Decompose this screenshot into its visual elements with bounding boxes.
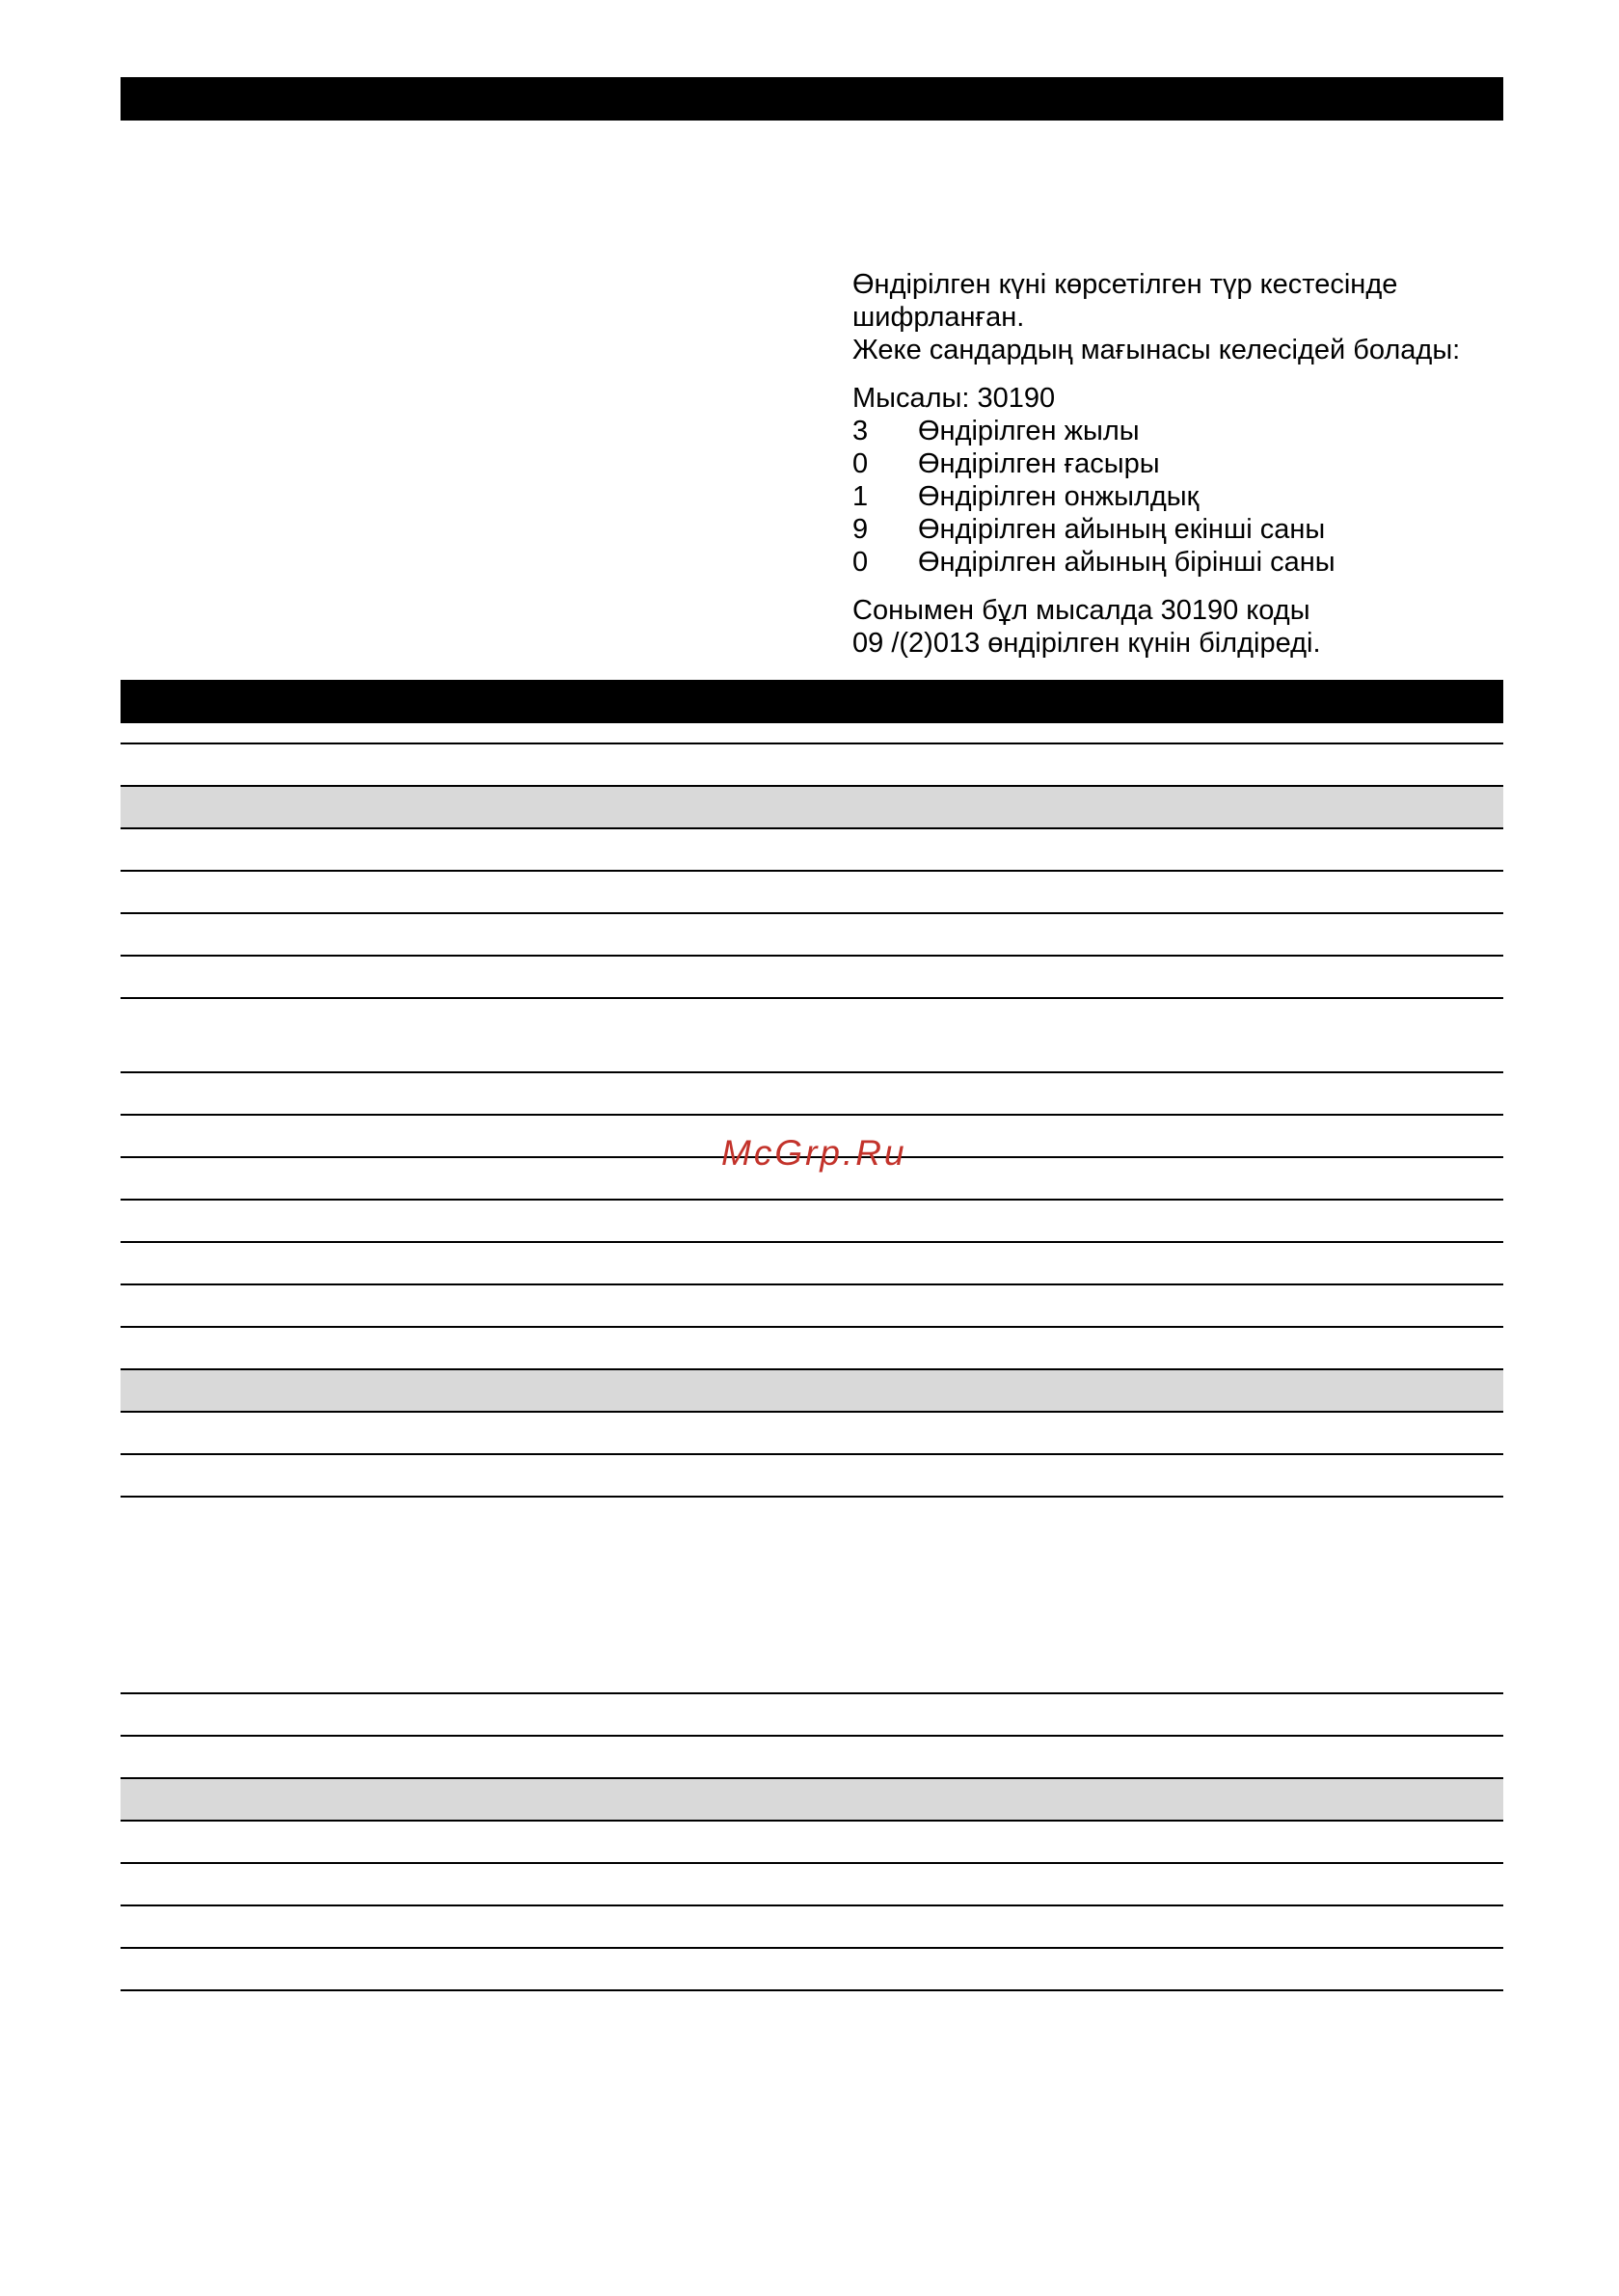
digit-meaning: Өндірілген ғасыры: [918, 448, 1160, 479]
digit: 3: [852, 416, 869, 446]
conclusion-line-2: 09 /(2)013 өндірілген күнін білдіреді.: [852, 628, 1321, 659]
table-row: [121, 1864, 1503, 1906]
table-row: [121, 872, 1503, 914]
digit: 1: [852, 481, 869, 512]
digit-row: [852, 546, 1489, 579]
digit-row: [852, 513, 1489, 546]
table-row: [121, 829, 1503, 872]
table-row: [121, 1822, 1503, 1864]
digit-row: [852, 447, 1489, 480]
table-row: [121, 1413, 1503, 1455]
intro-line-3: Жеке сандардың мағынасы келесідей болады:: [852, 335, 1461, 365]
digit-meaning: Өндірілген айының бірінші саны: [918, 547, 1336, 578]
example-label: Мысалы: 30190: [852, 383, 1056, 414]
table-row: [121, 1779, 1503, 1822]
table-row: [121, 1949, 1503, 1991]
top-header-bar: [121, 77, 1503, 121]
digit-meaning: Өндірілген жылы: [918, 416, 1140, 446]
table-row: [121, 1201, 1503, 1243]
table-row: [121, 1455, 1503, 1498]
watermark: McGrp.Ru: [721, 1133, 907, 1173]
digit: 0: [852, 448, 869, 479]
table-row: [121, 1370, 1503, 1413]
table-row: [121, 1498, 1503, 1694]
digit: 0: [852, 547, 869, 578]
digit: 9: [852, 514, 869, 545]
date-code-explanation: [852, 268, 1489, 660]
table-row: [121, 744, 1503, 787]
table-row: [121, 1737, 1503, 1779]
intro-line-2: шифрланған.: [852, 302, 1025, 333]
table-row: [121, 999, 1503, 1073]
digit-meaning: Өндірілген онжылдық: [918, 481, 1200, 512]
intro-line-1: Өндірілген күні көрсетілген түр кестесінде: [852, 269, 1398, 300]
table-row: [121, 914, 1503, 957]
table-row: [121, 1073, 1503, 1116]
table-row: [121, 1285, 1503, 1328]
table-row: [121, 1328, 1503, 1370]
table-row: [121, 957, 1503, 999]
conclusion-line-1: Сонымен бұл мысалда 30190 коды: [852, 595, 1310, 626]
table-row: [121, 1694, 1503, 1737]
table-row: [121, 1906, 1503, 1949]
digit-row: [852, 480, 1489, 513]
table-row: [121, 1243, 1503, 1285]
digit-row: [852, 415, 1489, 447]
table-header-bar: [121, 680, 1503, 723]
table-row: [121, 723, 1503, 744]
digit-meaning: Өндірілген айының екінші саны: [918, 514, 1326, 545]
table-row: [121, 787, 1503, 829]
